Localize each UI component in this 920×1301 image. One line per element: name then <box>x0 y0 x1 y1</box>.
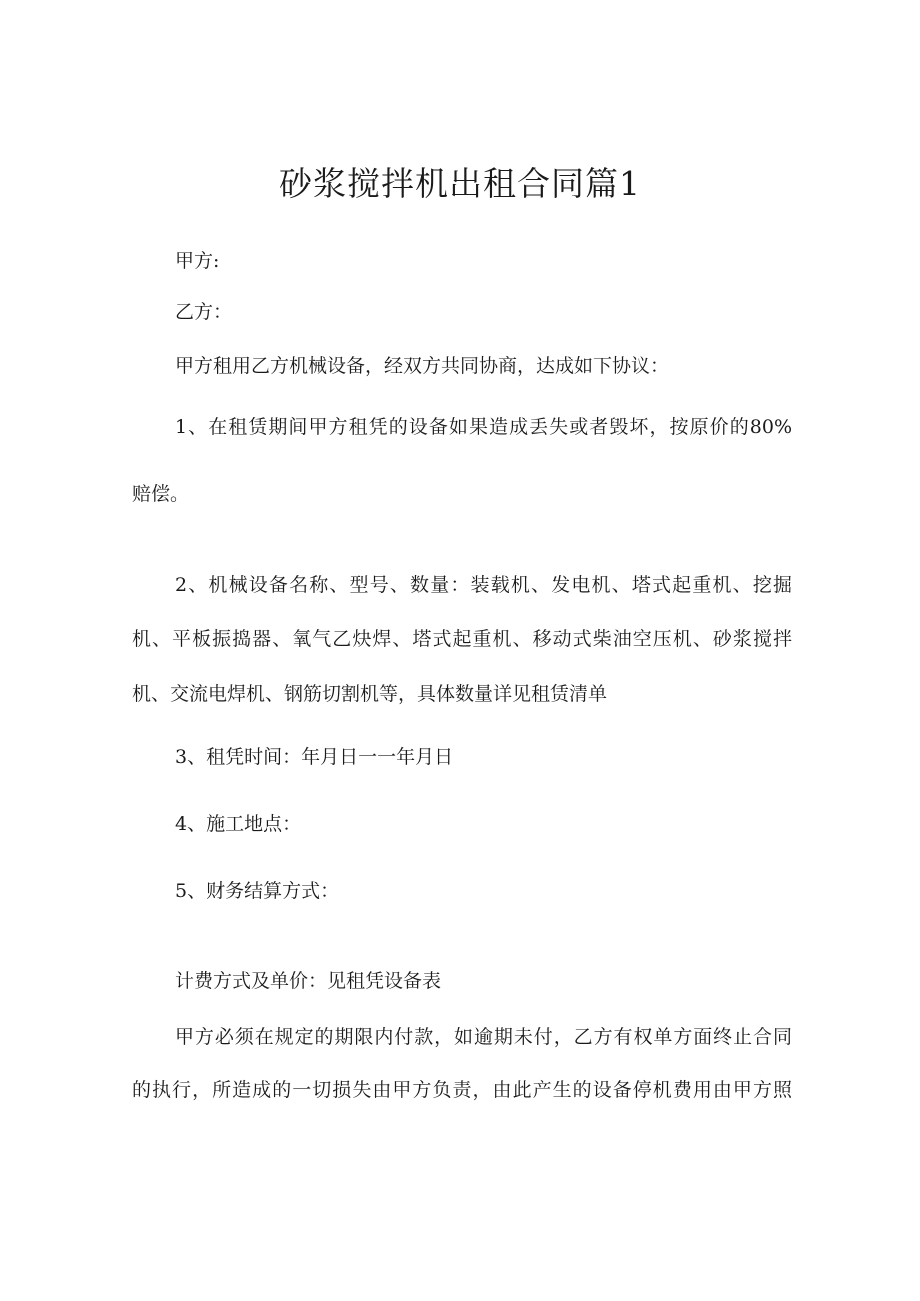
clause-1-line-1: 1、在租赁期间甲方租凭的设备如果造成丢失或者毁坏，按原价的80% <box>175 416 792 438</box>
document-title: 砂浆搅拌机出租合同篇1 <box>279 164 641 203</box>
payment-line-2: 的执行，所造成的一切损失由甲方负责，由此产生的设备停机费用由甲方照 <box>132 1079 792 1101</box>
intro-paragraph: 甲方租用乙方机械设备，经双方共同协商，达成如下协议： <box>175 355 670 377</box>
clause-4-line: 4、施工地点： <box>175 813 302 835</box>
clause-2-line-1: 2、机械设备名称、型号、数量：装载机、发电机、塔式起重机、挖掘 <box>175 574 792 596</box>
clause-1-line-2: 赔偿。 <box>132 483 190 505</box>
clause-5-line: 5、财务结算方式： <box>175 880 340 902</box>
clause-2-line-3: 机、交流电焊机、钢筋切割机等，具体数量详见租赁清单 <box>132 683 608 705</box>
party-b-line: 乙方： <box>175 301 233 323</box>
clause-2-line-2: 机、平板振捣器、氧气乙炔焊、塔式起重机、移动式柴油空压机、砂浆搅拌 <box>132 628 792 650</box>
party-a-line: 甲方: <box>175 250 220 272</box>
billing-line: 计费方式及单价：见租凭设备表 <box>175 970 442 992</box>
payment-line-1: 甲方必须在规定的期限内付款，如逾期未付，乙方有权单方面终止合同 <box>175 1026 792 1048</box>
clause-3-line: 3、租凭时间：年月日一一年月日 <box>175 746 454 768</box>
